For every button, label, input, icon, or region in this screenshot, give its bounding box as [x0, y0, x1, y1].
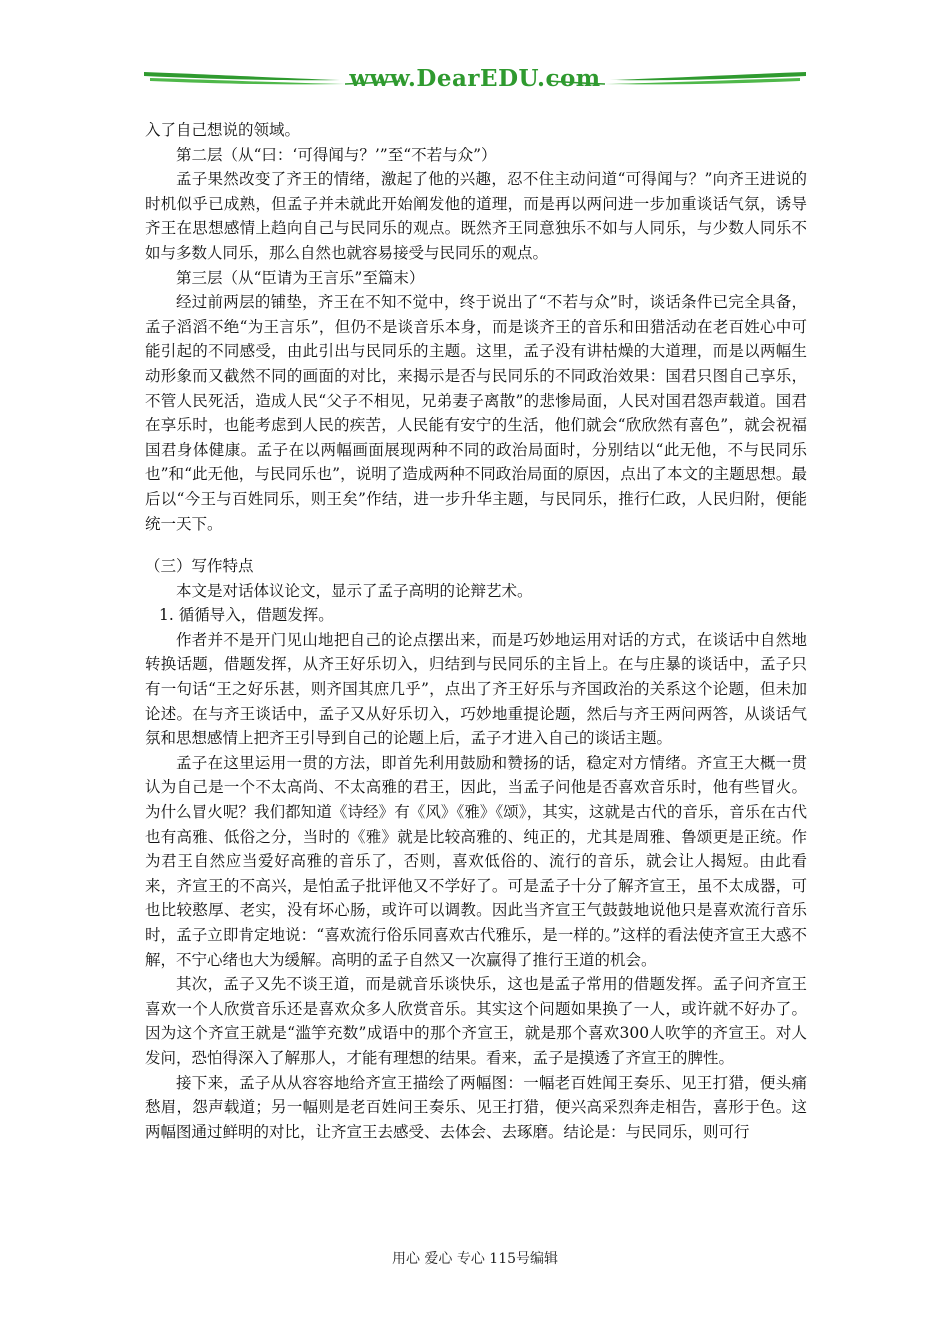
paragraph: 本文是对话体议论文，显示了孟子高明的论辩艺术。 — [176, 581, 533, 600]
page-footer: 用心 爱心 专心 115号编辑 — [391, 1251, 559, 1267]
paragraph: 孟子果然改变了齐王的情绪，激起了他的兴趣，忍不住主动问道“可得闻与？”向齐王进说的时机似乎已成熟，但孟子并未就此开始阐发他的道理，而是再以两问进一步加重谈话气氛，诱导齐王在思想感情上趋向自己与民同乐的观点。既然齐王同意独乐不如与人同乐，与少数人同乐不如与多数人同乐，那么自然也就容易接受与民同乐的观点。 — [145, 170, 807, 262]
paragraph: 作者并不是开门见山地把自己的论点摆出来，而是巧妙地运用对话的方式，在谈话中自然地转换话题，借题发挥，从齐王好乐切入，归结到与民同乐的主旨上。在与庄暴的谈话中，孟子只有一句话“王之好乐甚，则齐国其庶几乎”，点出了齐王好乐与齐国政治的关系这个论题，但未加论述。在与齐王谈话中，孟子又从好乐切入，巧妙地重提论题，然后与齐王两问两答，从谈话气氛和思想感情上把齐王引导到自己的论题上后，孟子才进入自己的谈话主题。 — [145, 630, 807, 748]
paragraph: 经过前两层的铺垫，齐王在不知不觉中，终于说出了“不若与众”时，谈话条件已完全具备，孟子滔滔不绝“为王言乐”，但仍不是谈音乐本身，而是谈齐王的音乐和田猎活动在老百姓心中可能引起的不同感受，由此引出与民同乐的主题。这里，孟子没有讲枯燥的大道理，而是以两幅生动形象而又截然不同的画面的对比，来揭示是否与民同乐的不同政治效果：国君只图自己享乐，不管人民死活，造成人民“父子不相见，兄弟妻子离散”的悲惨局面，人民对国君怨声载道。国君在享乐时，也能考虑到人民的疾苦，人民能有安宁的生活，他们就会“欣欣然有喜色”，就会祝福国君身体健康。孟子在以两幅画面展现两种不同的政治局面时，分别结以“此无他，不与民同乐也”和“此无他，与民同乐也”，说明了造成两种不同政治局面的原因，点出了本文的主题思想。最后以“今王与百姓同乐，则王矣”作结，进一步升华主题，与民同乐，推行仁政，人民归附，便能统一天下。 — [145, 293, 807, 533]
site-header-banner — [140, 62, 810, 96]
article-body — [145, 118, 807, 1144]
section-heading: 第二层（从“曰：‘可得闻与？’”至“不若与众”） — [176, 145, 497, 164]
paragraph: 入了自己想说的领域。 — [145, 121, 301, 139]
paragraph: 其次，孟子又先不谈王道，而是就音乐谈快乐，这也是孟子常用的借题发挥。孟子问齐宣王喜欢一个人欣赏音乐还是喜欢众多人欣赏音乐。其实这个问题如果换了一人，或许就不好办了。因为这个齐宣王就是“滥竽充数”成语中的那个齐宣王，就是那个喜欢300人吹竽的齐宣王。对人发问，恐怕得深入了解那人，才能有理想的结果。看来，孟子是摸透了齐宣王的脾性。 — [145, 975, 807, 1067]
site-url: www.DearEDU.com — [349, 65, 601, 92]
paragraph: 孟子在这里运用一贯的方法，即首先利用鼓励和赞扬的话，稳定对方情绪。齐宣王大概一贯认为自己是一个不太高尚、不太高雅的君王，因此，当孟子问他是否喜欢音乐时，他有些冒火。为什么冒火呢？我们都知道《诗经》有《风》《雅》《颂》，其实，这就是古代的音乐，音乐在古代也有高雅、低俗之分，当时的《雅》就是比较高雅的、纯正的，尤其是周雅、鲁颂更是正统。作为君王自然应当爱好高雅的音乐了，否则，喜欢低俗的、流行的音乐，就会让人揭短。由此看来，齐宣王的不高兴，是怕孟子批评他又不学好了。可是孟子十分了解齐宣王，虽不太成器，可也比较憨厚、老实，没有坏心肠，或许可以调教。因此当齐宣王气鼓鼓地说他只是喜欢流行音乐时，孟子立即肯定地说：“喜欢流行俗乐同喜欢古代雅乐，是一样的。”这样的看法使齐宣王大惑不解，不宁心绪也大为缓解。高明的孟子自然又一次赢得了推行王道的机会。 — [145, 753, 807, 969]
spacer — [145, 536, 807, 554]
subsection-heading: 1. 循循导入，借题发挥。 — [159, 606, 334, 625]
section-heading: 第三层（从“臣请为王言乐”至篇末） — [176, 268, 425, 287]
section-heading: （三）写作特点 — [145, 557, 254, 576]
paragraph: 接下来，孟子从从容容地给齐宣王描绘了两幅图：一幅老百姓闻王奏乐、见王打猎，便头痛愁眉，怨声载道；另一幅则是老百姓问王奏乐、见王打猎，便兴高采烈奔走相告，喜形于色。这两幅图通过鲜明的对比，让齐宣王去感受、去体会、去琢磨。结论是：与民同乐，则可行 — [145, 1073, 807, 1141]
